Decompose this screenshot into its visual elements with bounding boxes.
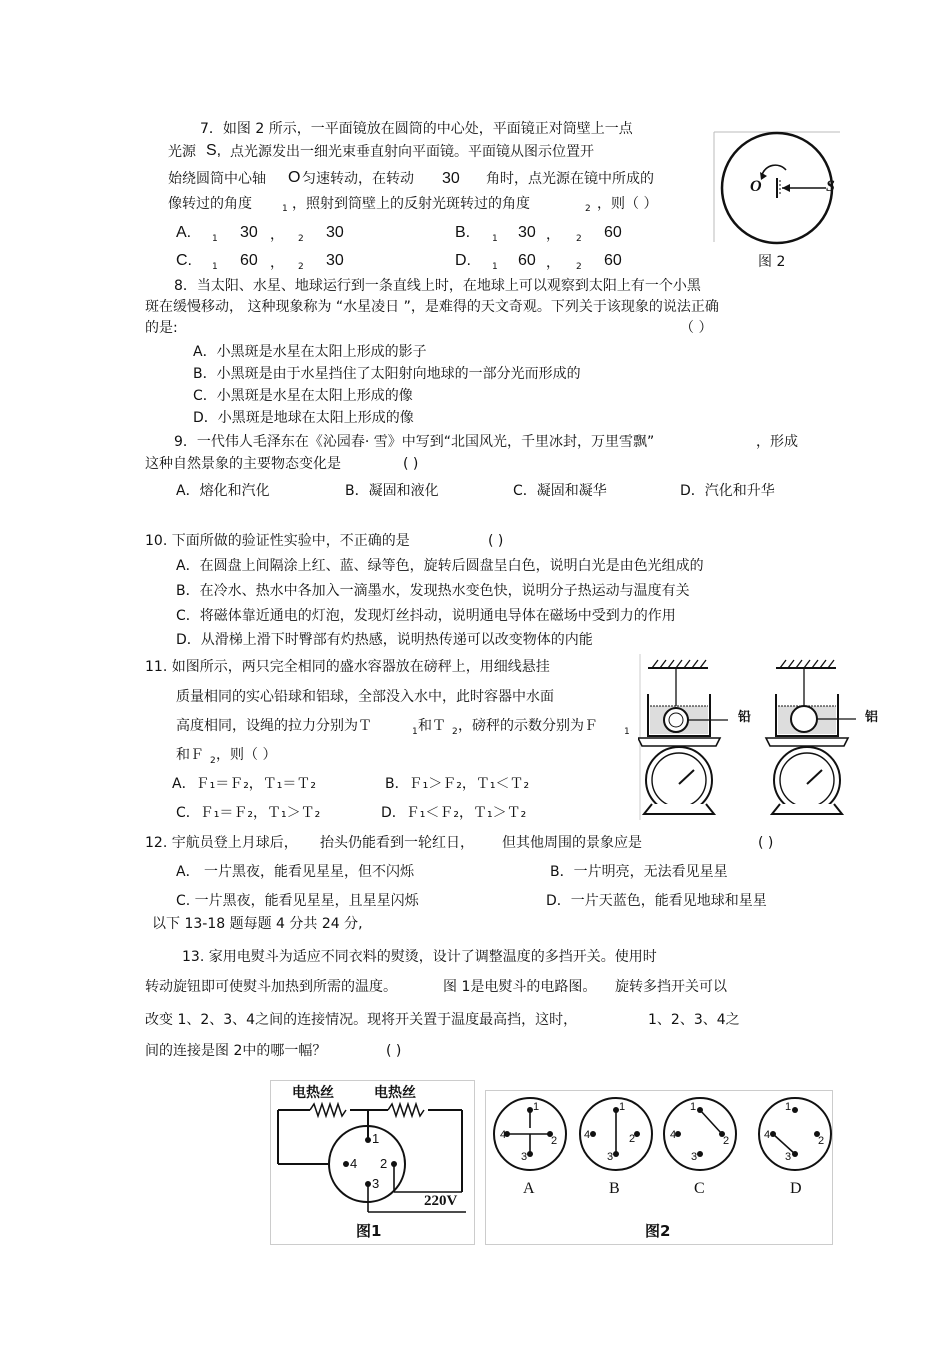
sub: 2 <box>298 234 304 244</box>
comma: ， <box>270 227 284 243</box>
q10-option-d[interactable]: D．从滑梯上滑下时臀部有灼热感，说明热传递可以改变物体的内能 <box>176 632 593 648</box>
q12-option-a[interactable]: A． 一片黑夜，能看见星星，但不闪烁 <box>176 864 415 880</box>
q11-option-b[interactable]: B．Ｆ₁＞Ｆ₂，Ｔ₁＜Ｔ₂ <box>385 776 530 792</box>
q8-line3: 的是: <box>145 320 178 336</box>
q7-line3b: O <box>288 169 301 186</box>
option-label-a[interactable]: A <box>523 1180 535 1197</box>
q11-line4c: ，则（ ） <box>216 747 277 763</box>
svg-text:4: 4 <box>500 1129 507 1141</box>
aluminum-ball-label: 铝 <box>865 710 879 725</box>
q7-figure <box>712 130 842 248</box>
sub: 2 <box>298 262 304 272</box>
sub: 1 <box>492 262 498 272</box>
q8-line2: 斑在缓慢移动， 这种现象称为 “水星凌日 ”，是难得的天文奇观。下列关于该现象的说法正确 <box>145 299 719 315</box>
comma: ， <box>270 255 284 271</box>
q13-line3a: 改变 1、2、3、4之间的连接情况。现将开关置于温度最高挡，这时， <box>145 1012 578 1028</box>
q11-line4a: 和Ｆ <box>176 747 204 763</box>
terminal-1: 1 <box>372 1131 380 1146</box>
q10-line1: 10. 下面所做的验证性实验中，不正确的是 <box>145 533 410 549</box>
q7-line4c: ，照射到筒壁上的反射光斑转过的角度 <box>292 196 530 212</box>
value: 30 <box>326 224 344 241</box>
q13-line1: 13. 家用电熨斗为适应不同衣料的熨烫，设计了调整温度的多挡开关。使用时 <box>182 949 657 965</box>
q13-line3b: 1、2、3、4之 <box>648 1012 740 1028</box>
svg-text:2: 2 <box>551 1135 558 1147</box>
q7-line2b: S, <box>206 142 222 159</box>
q13-line4b: ( ) <box>386 1043 402 1059</box>
q11-line3c: 和Ｔ <box>418 718 446 734</box>
q9-option-c[interactable]: C．凝固和凝华 <box>513 483 607 499</box>
q7-line3d: 30 <box>442 170 460 187</box>
q9-line1: 9．一代伟人毛泽东在《沁园春· 雪》中写到“北国风光，千里冰封，万里雪飘” <box>174 434 655 450</box>
q7-line3a: 始绕圆筒中心轴 <box>168 171 266 187</box>
option-letter: D. <box>455 252 471 269</box>
figure-1-caption: 图1 <box>356 1222 382 1240</box>
q11-line1: 11. 如图所示，两只完全相同的盛水容器放在磅秤上，用细线悬挂 <box>145 659 550 675</box>
q10-option-c[interactable]: C．将磁体靠近通电的灯泡，发现灯丝抖动，说明通电导体在磁场中受到力的作用 <box>176 608 676 624</box>
q11-option-d[interactable]: D．Ｆ₁＜Ｆ₂，Ｔ₁＞Ｔ₂ <box>381 805 527 821</box>
q12-option-c[interactable]: C. 一片黑夜，能看见星星，且星星闪烁 <box>176 893 419 909</box>
voltage-label: 220V <box>424 1193 458 1209</box>
svg-text:1: 1 <box>690 1101 697 1113</box>
q11-option-a[interactable]: A．Ｆ₁＝Ｆ₂，Ｔ₁＝Ｔ₂ <box>172 776 317 792</box>
value: 60 <box>240 252 258 269</box>
q8-option-c[interactable]: C．小黑斑是水星在太阳上形成的像 <box>193 388 413 404</box>
q7-line4d: 2 <box>585 204 591 214</box>
q11-option-c[interactable]: C．Ｆ₁＝Ｆ₂，Ｔ₁＞Ｔ₂ <box>176 805 321 821</box>
q12-answer-paren: ( ) <box>758 835 774 851</box>
q12-line1a: 12. 宇航员登上月球后， <box>145 835 298 851</box>
comma: ， <box>546 255 560 271</box>
q13-line2c: 旋转多挡开关可以 <box>615 979 727 995</box>
option-letter: C. <box>176 252 192 269</box>
q8-option-b[interactable]: B．小黑斑是由于水星挡住了太阳射向地球的一部分光而形成的 <box>193 366 581 382</box>
lead-ball-label: 铅 <box>738 710 752 725</box>
q7-line4e: ，则（ ） <box>597 196 658 212</box>
q11-line3b: 1 <box>412 727 418 737</box>
svg-text:4: 4 <box>764 1129 771 1141</box>
q11-figure <box>638 654 892 820</box>
q9-option-b[interactable]: B．凝固和液化 <box>345 483 439 499</box>
terminal-4: 4 <box>350 1156 358 1171</box>
value: 60 <box>518 252 536 269</box>
q7-line4a: 像转过的角度 <box>168 196 252 212</box>
q13-figure-2 <box>485 1090 833 1245</box>
q13-figure-1 <box>270 1080 475 1245</box>
svg-text:3: 3 <box>607 1151 614 1163</box>
q13-line2b: 图 1是电熨斗的电路图。 <box>443 979 597 995</box>
heater-label-2: 电热丝 <box>374 1085 416 1101</box>
svg-text:3: 3 <box>521 1151 528 1163</box>
q9-line1-end: ，形成 <box>756 434 798 450</box>
q7-line3e: 角时，点光源在镜中所成的 <box>486 171 654 187</box>
q8-line1: 8．当太阳、水星、地球运行到一条直线上时，在地球上可以观察到太阳上有一个小黑 <box>174 278 701 294</box>
q11-line4b: 2 <box>210 756 216 766</box>
q7-line2c: 点光源发出一细光束垂直射向平面镜。平面镜从图示位置开 <box>230 144 594 160</box>
q7-line3c: 匀速转动，在转动 <box>302 171 414 187</box>
option-letter: B. <box>455 224 471 241</box>
figure-2-caption: 图2 <box>645 1222 671 1240</box>
q11-line3f: 1 <box>624 727 630 737</box>
heater-label-1: 电热丝 <box>292 1085 334 1101</box>
q10-option-b[interactable]: B．在冷水、热水中各加入一滴墨水，发现热水变色快，说明分子热运动与温度有关 <box>176 583 690 599</box>
option-label-d[interactable]: D <box>790 1180 802 1197</box>
value: 60 <box>604 252 622 269</box>
q12-option-b[interactable]: B．一片明亮，无法看见星星 <box>550 864 728 880</box>
value: 30 <box>240 224 258 241</box>
sub: 2 <box>576 234 582 244</box>
q7-figure-caption: 图 2 <box>758 254 786 270</box>
svg-text:3: 3 <box>785 1151 792 1163</box>
svg-text:4: 4 <box>670 1129 677 1141</box>
sub: 1 <box>492 234 498 244</box>
svg-text:1: 1 <box>533 1101 540 1113</box>
section-note: 以下 13-18 题每题 4 分共 24 分, <box>152 916 363 932</box>
q10-answer-paren: ( ) <box>488 533 504 549</box>
svg-text:2: 2 <box>723 1135 730 1147</box>
q12-line1b: 抬头仍能看到一轮红日， <box>320 835 474 851</box>
value: 30 <box>518 224 536 241</box>
q7-line1: 7．如图 2 所示，一平面镜放在圆筒的中心处，平面镜正对筒壁上一点 <box>200 121 633 137</box>
q7-line2a: 光源 <box>168 144 196 160</box>
option-label-c[interactable]: C <box>694 1180 705 1197</box>
option-letter: A. <box>176 224 192 241</box>
terminal-3: 3 <box>372 1176 380 1191</box>
option-b-dial <box>580 1098 652 1170</box>
q9-line2: 这种自然景象的主要物态变化是 <box>145 456 341 472</box>
figure-label-s: S <box>826 178 835 195</box>
figure-label-o: O <box>750 178 762 195</box>
svg-text:2: 2 <box>629 1133 636 1145</box>
svg-text:1: 1 <box>619 1101 626 1113</box>
q8-answer-paren: （ ） <box>680 320 713 336</box>
q9-answer-paren: ( ) <box>403 456 419 472</box>
svg-text:4: 4 <box>584 1129 591 1141</box>
svg-text:2: 2 <box>818 1135 825 1147</box>
sub: 2 <box>576 262 582 272</box>
sub: 1 <box>212 234 218 244</box>
q11-line3a: 高度相同，设绳的拉力分别为Ｔ <box>176 718 372 734</box>
sub: 1 <box>212 262 218 272</box>
value: 30 <box>326 252 344 269</box>
svg-text:3: 3 <box>691 1151 698 1163</box>
q11-line3d: 2 <box>452 727 458 737</box>
q11-line3e: ，磅秤的示数分别为Ｆ <box>458 718 598 734</box>
q9-option-a[interactable]: A．熔化和汽化 <box>176 483 270 499</box>
option-label-b[interactable]: B <box>609 1180 620 1197</box>
comma: ， <box>546 227 560 243</box>
q11-line2: 质量相同的实心铅球和铝球，全部没入水中，此时容器中水面 <box>176 689 554 705</box>
terminal-2: 2 <box>380 1156 388 1171</box>
q7-line4b: 1 <box>282 204 288 214</box>
q8-option-d[interactable]: D．小黑斑是地球在太阳上形成的像 <box>193 410 414 426</box>
q13-line4a: 间的连接是图 2中的哪一幅？ <box>145 1043 327 1059</box>
svg-text:1: 1 <box>785 1101 792 1113</box>
q12-line1c: 但其他周围的景象应是 <box>502 835 642 851</box>
q13-line2a: 转动旋钮即可使熨斗加热到所需的温度。 <box>145 979 397 995</box>
q9-option-d[interactable]: D．汽化和升华 <box>680 483 775 499</box>
value: 60 <box>604 224 622 241</box>
q12-option-d[interactable]: D．一片天蓝色，能看见地球和星星 <box>546 893 767 909</box>
q8-option-a[interactable]: A．小黑斑是水星在太阳上形成的影子 <box>193 344 427 360</box>
q10-option-a[interactable]: A．在圆盘上间隔涂上红、蓝、绿等色，旋转后圆盘呈白色，说明白光是由色光组成的 <box>176 558 704 574</box>
